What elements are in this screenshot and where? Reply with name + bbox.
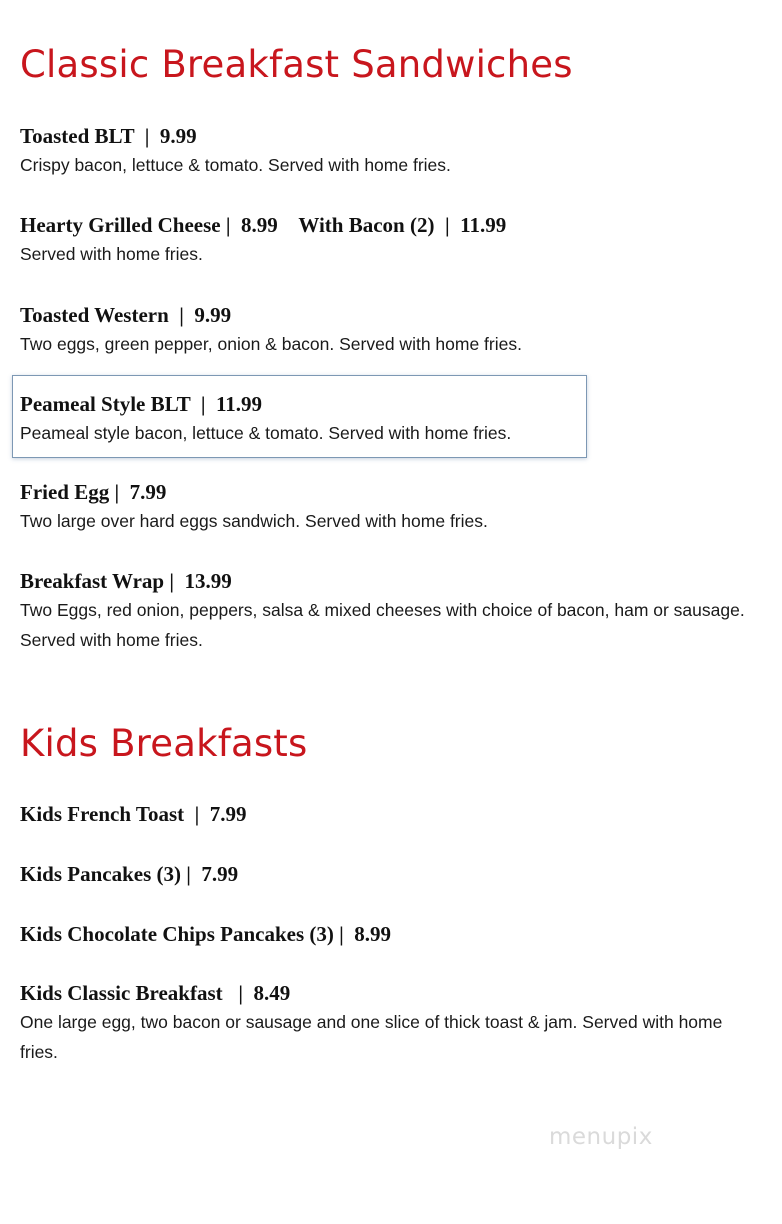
menu-item-toasted-western [20,302,760,359]
section-title-kids-breakfasts: Kids Breakfasts [20,722,308,765]
item-description: Two Eggs, red onion, peppers, salsa & mixed cheeses with choice of bacon, ham or sausage. Served with home fries. [20,600,745,650]
item-description: Peameal style bacon, lettuce & tomato. Served with home fries. [20,423,512,443]
menu-item-peameal-style-blt [20,391,760,448]
item-title: Toasted BLT | 9.99 [20,124,197,148]
menu-item-hearty-grilled-cheese [20,212,760,269]
item-title: Breakfast Wrap | 13.99 [20,569,232,593]
menu-item-kids-classic-breakfast [20,980,760,1067]
item-title: Toasted Western | 9.99 [20,303,232,327]
section-title-classic-sandwiches: Classic Breakfast Sandwiches [20,43,573,86]
item-description: Crispy bacon, lettuce & tomato. Served with home fries. [20,155,451,175]
item-title: Kids French Toast | 7.99 [20,802,247,826]
menu-item-toasted-blt [20,123,760,180]
item-title: Kids Chocolate Chips Pancakes (3) | 8.99 [20,922,391,946]
item-description: Two large over hard eggs sandwich. Served with home fries. [20,511,488,531]
item-description: Served with home fries. [20,244,203,264]
menu-item-fried-egg [20,479,760,536]
watermark-logo: menupix [549,1124,653,1150]
menu-item-kids-french-toast [20,801,760,827]
item-description: One large egg, two bacon or sausage and one slice of thick toast & jam. Served with home fries. [20,1012,723,1062]
item-title: Peameal Style BLT | 11.99 [20,392,263,416]
item-description: Two eggs, green pepper, onion & bacon. Served with home fries. [20,334,522,354]
item-title: Fried Egg | 7.99 [20,480,167,504]
item-title: Hearty Grilled Cheese | 8.99 With Bacon (2) | 11.99 [20,213,507,237]
menu-item-breakfast-wrap [20,568,760,655]
item-title: Kids Pancakes (3) | 7.99 [20,862,239,886]
menu-item-kids-chocolate-chips-pancakes [20,921,760,947]
item-title: Kids Classic Breakfast | 8.49 [20,981,291,1005]
menu-item-kids-pancakes [20,861,760,887]
